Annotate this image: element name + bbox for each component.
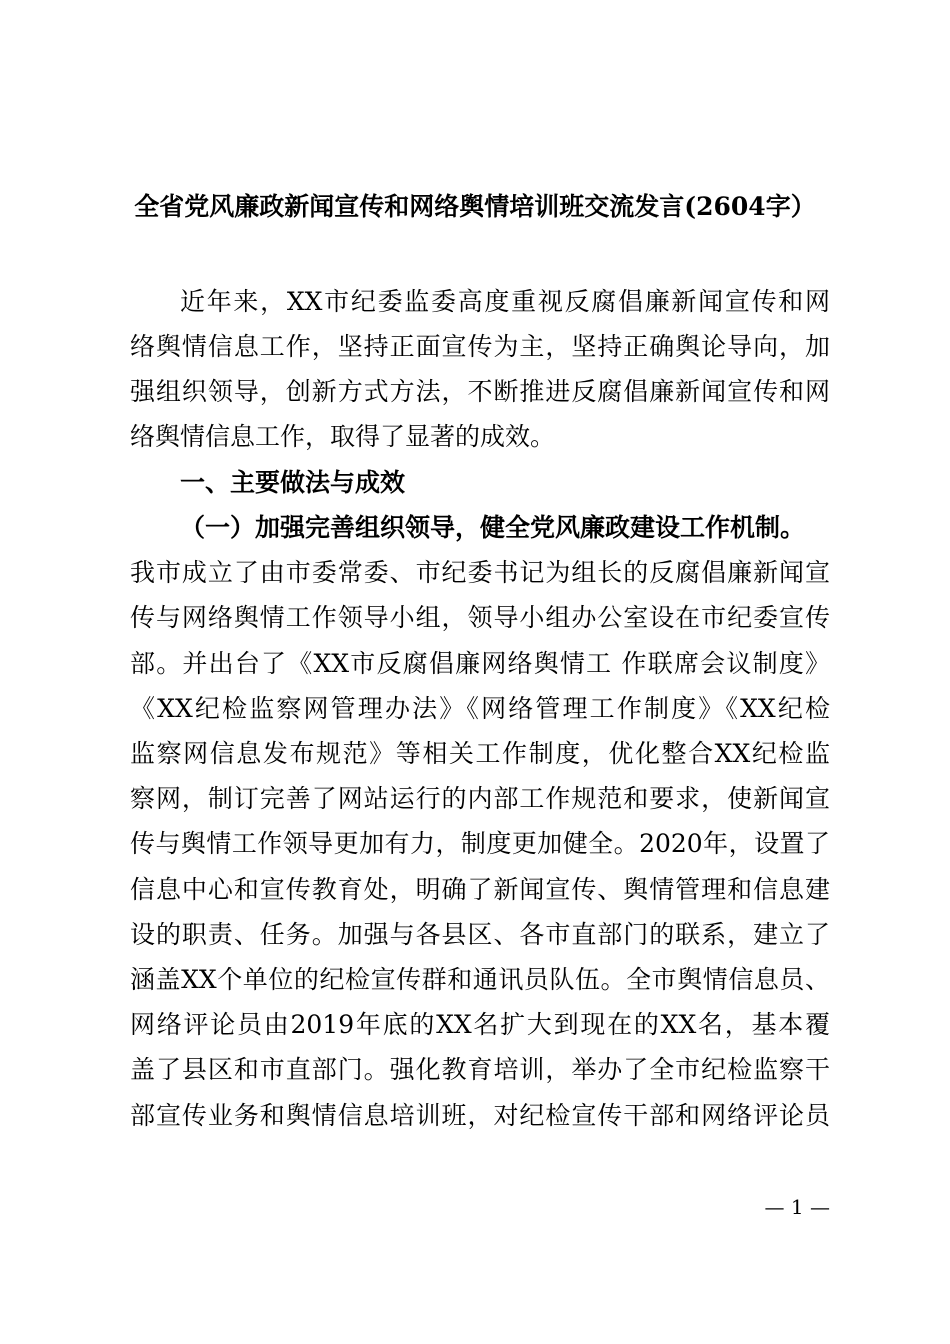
- intro-line: 强组织领导，创新方式方法，不断推进反腐倡廉新闻宣传和网: [130, 377, 830, 406]
- body-line: 监察网信息发布规范》等相关工作制度，优化整合XX纪检监: [130, 739, 830, 768]
- page-number: — 1 —: [764, 1195, 830, 1219]
- body-line: 我市成立了由市委常委、市纪委书记为组长的反腐倡廉新闻宣: [130, 558, 830, 587]
- section-heading: 一、主要做法与成效: [180, 468, 406, 497]
- body-line: 网络评论员由2019年底的XX名扩大到现在的XX名，基本覆: [130, 1010, 830, 1039]
- body-line: 部。并出台了《XX市反腐倡廉网络舆情工 作联席会议制度》: [130, 649, 830, 678]
- body-line: 察网，制订完善了网站运行的内部工作规范和要求，使新闻宣: [130, 784, 830, 813]
- body-line: 部宣传业务和舆情信息培训班，对纪检宣传干部和网络评论员: [130, 1101, 830, 1130]
- intro-line: 络舆情信息工作，坚持正面宣传为主，坚持正确舆论导向，加: [130, 332, 830, 361]
- body-line: 涵盖XX个单位的纪检宣传群和通讯员队伍。全市舆情信息员、: [130, 965, 830, 994]
- intro-line: 络舆情信息工作，取得了显著的成效。: [130, 422, 556, 451]
- subsection-heading: （一）加强完善组织领导，健全党风廉政建设工作机制。: [180, 513, 806, 542]
- document-title: 全省党风廉政新闻宣传和网络舆情培训班交流发言(2604字）: [134, 192, 816, 221]
- body-line: 设的职责、任务。加强与各县区、各市直部门的联系，建立了: [130, 920, 830, 949]
- intro-line: 近年来，XX市纪委监委高度重视反腐倡廉新闻宣传和网: [180, 287, 830, 316]
- body-line: 盖了县区和市直部门。强化教育培训，举办了全市纪检监察干: [130, 1055, 830, 1084]
- body-line: 传与舆情工作领导更加有力，制度更加健全。2020年，设置了: [130, 829, 830, 858]
- body-line: 传与网络舆情工作领导小组，领导小组办公室设在市纪委宣传: [130, 603, 830, 632]
- body-line: 信息中心和宣传教育处，明确了新闻宣传、舆情管理和信息建: [130, 875, 830, 904]
- body-line: 《XX纪检监察网管理办法》《网络管理工作制度》《XX纪检: [130, 694, 830, 723]
